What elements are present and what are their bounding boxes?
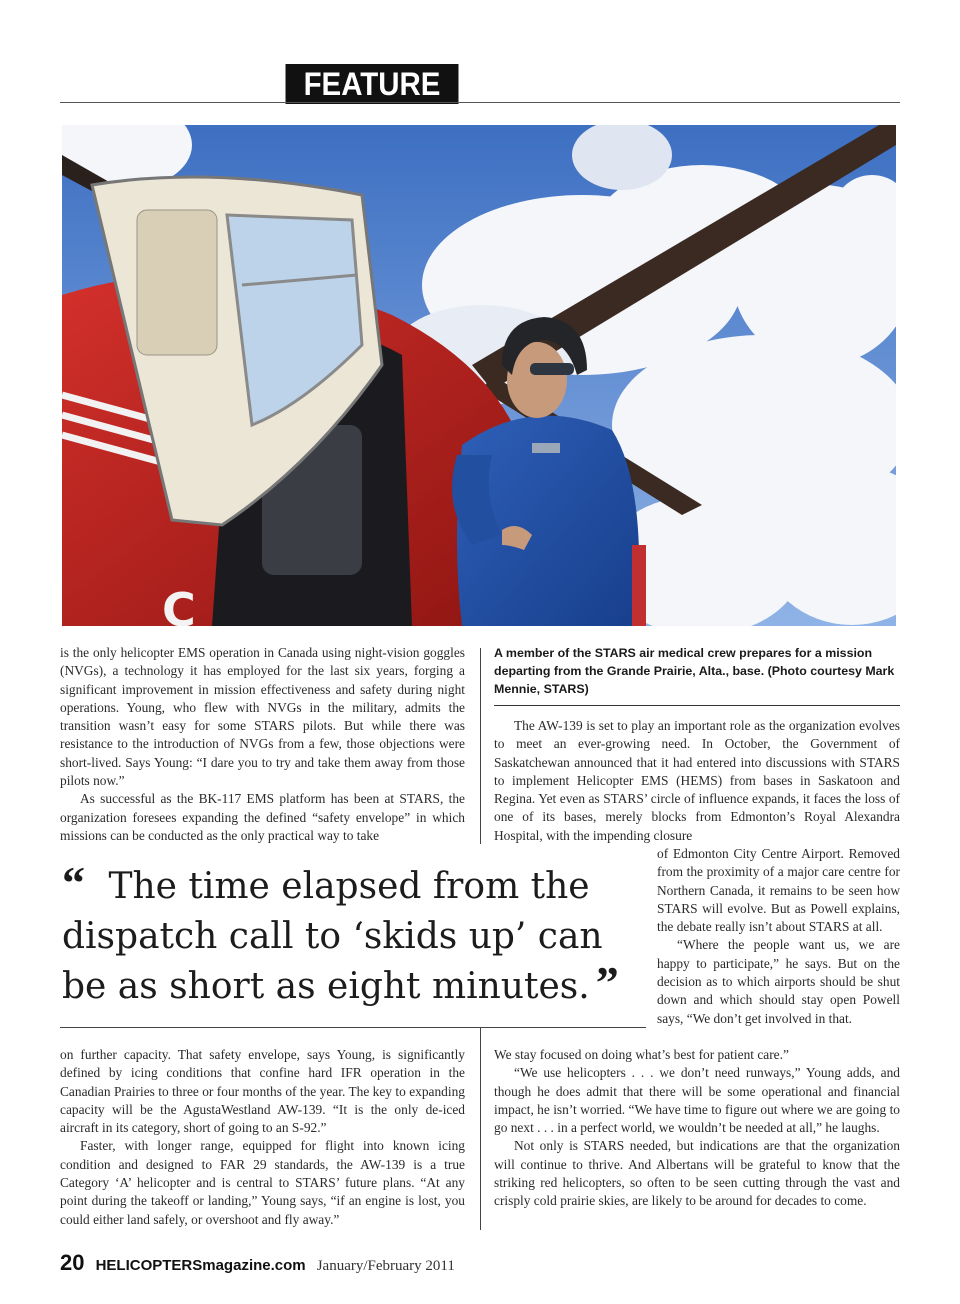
feature-photo [62, 125, 896, 626]
left-column-top [60, 644, 465, 845]
magazine-site-link[interactable]: HELICOPTERSmagazine.com [95, 1257, 306, 1274]
left-column-bottom [60, 1046, 465, 1229]
right-column-bottom [494, 1046, 900, 1211]
right-column-wrap [657, 845, 900, 1028]
header-rule [60, 102, 900, 103]
paragraph: As successful as the BK-117 EMS platform has been at STARS, the organization foresees expanding the defined “safety envelope” in which missions can be conducted as the only practical way to take [60, 791, 465, 843]
right-column-top [494, 717, 900, 845]
paragraph: “Where the people want us, we are happy to participate,” he says. But on the decision as to which airports should be shut down and which should stay open Powell says, “We don’t get involved in that. [657, 937, 900, 1026]
pull-quote [62, 857, 652, 1012]
page-number: 20 [60, 1250, 85, 1275]
section-tag: FEATURE [286, 64, 459, 104]
paragraph: is the only helicopter EMS operation in Canada using night-vision goggles (NVGs), a technology it has employed for the last six years, forging a significant improvement in mission effectiveness and safety during night operations. Young, who flew with NVGs in the military, admits the transition wasn’t easy for some STARS pilots. But while there was resistance to the introduction of NVGs from a few, those objections were short-lived. Says Young: “I dare you to try and take them away from those pilots now.” [60, 645, 465, 789]
paragraph: “We use helicopters . . . we don’t need runways,” Young adds, and though he does admit that there will be some operational and financial impact, he isn’t worried. “We have time to figure out where we are going to go next . . . in a perfect world, we wouldn’t be needed at all,” he laughs. [494, 1065, 900, 1136]
paragraph: Faster, with longer range, equipped for flight into known icing condition and designed to FAR 29 standards, the AW-139 is a true Category ‘A’ helicopter and is central to STARS’ future plans. “At any point during the takeoff or landing,” Young says, “if an engine is lost, you could either land safely, or overshoot and fly away.” [60, 1138, 465, 1227]
column-divider [480, 1028, 481, 1230]
paragraph: Not only is STARS needed, but indications are that the organization will continue to thrive. And Albertans will be grateful to know that the striking red helicopters, so often to be seen cutting through the vast and crisply cold prairie skies, are likely to be around for decades to come. [494, 1138, 900, 1209]
paragraph: of Edmonton City Centre Airport. Removed from the proximity of a major care centre for Northern Canada, it remains to be seen how STARS will evolve. But as Powell explains, the debate really isn’t about STARS at all. [657, 846, 900, 935]
photo-caption: A member of the STARS air medical crew prepares for a mission departing from the Grande Prairie, Alta., base. (Photo courtesy Mark Mennie, STARS) [494, 646, 895, 696]
paragraph: We stay focused on doing what’s best for patient care.” [494, 1047, 789, 1062]
caption-rule [494, 705, 900, 706]
open-quote-mark: “ [62, 857, 85, 908]
page-footer [60, 1250, 660, 1280]
paragraph: on further capacity. That safety envelope, says Young, is significantly defined by icing conditions that confine hard IFR operation in the Canadian Prairies to three or four months of the year. The key to expanding capacity will be the AgustaWestland AW-139. “It is the only de-iced aircraft in its category, short of going to an S-92.” [60, 1047, 465, 1136]
paragraph: The AW-139 is set to play an important role as the organization evolves to meet an ever-growing need. In October, the Government of Saskatchewan announced that it had entered into discussions with STARS to implement Helicopter EMS (HEMS) from bases in Saskatoon and Regina. Yet even as STARS’ circle of influence expands, it faces the loss of one of its bases, merely blocks from Edmonton’s Royal Alexandra Hospital, with the impending closure [494, 718, 900, 843]
close-quote-mark: ” [595, 957, 619, 1008]
pull-quote-rule [60, 1027, 646, 1028]
issue-date: January/February 2011 [316, 1258, 455, 1274]
column-divider [480, 648, 481, 844]
pull-quote-text: The time elapsed from the dispatch call to ‘skids up’ can be as short as eight minutes. [62, 866, 603, 1007]
helicopter-marking: C [162, 583, 196, 626]
